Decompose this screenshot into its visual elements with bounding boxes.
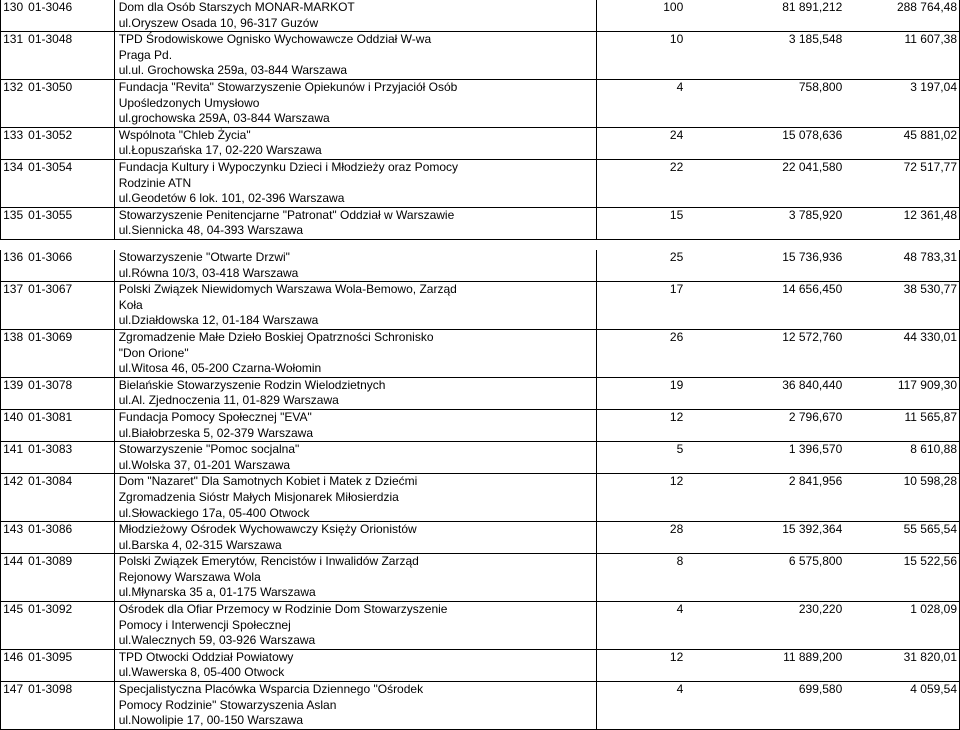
row-name-address (114, 32, 596, 80)
row-code: 01-3069 (25, 329, 114, 377)
row-amount-1: 230,220 (689, 602, 846, 650)
row-number: 137 (1, 282, 26, 330)
table-row (1, 32, 960, 80)
name-address-line: ul.Równa 10/3, 03-418 Warszawa (118, 265, 299, 280)
row-number: 134 (1, 159, 26, 207)
row-name-address (114, 682, 596, 730)
row-code: 01-3092 (25, 602, 114, 650)
row-amount-2: 55 565,54 (846, 522, 959, 554)
name-address-line: Praga Pd. (118, 47, 173, 62)
row-amount-2: 48 783,31 (846, 250, 959, 282)
name-address-line: Pomocy i Interwencji Społecznej (118, 617, 291, 632)
name-address-line: Wspólnota "Chleb Życia" (118, 127, 251, 142)
name-address-line: ul.Działdowska 12, 01-184 Warszawa (118, 313, 319, 328)
name-address-line: Polski Związek Niewidomych Warszawa Wola-Bemowo, Zarząd (118, 282, 457, 297)
name-address-line: Stowarzyszenie "Otwarte Drzwi" (118, 250, 290, 264)
row-code: 01-3050 (25, 79, 114, 127)
row-code: 01-3067 (25, 282, 114, 330)
row-name-address (114, 474, 596, 522)
row-number: 139 (1, 377, 26, 409)
name-address-line: Fundacja Pomocy Społecznej "EVA" (118, 409, 312, 424)
name-address-line: Bielańskie Stowarzyszenie Rodzin Wielodzietnych (118, 377, 386, 392)
table-row (1, 250, 960, 282)
table-row (1, 159, 960, 207)
name-address-line: ul.Al. Zjednoczenia 11, 01-829 Warszawa (118, 393, 339, 408)
table-row (1, 377, 960, 409)
row-name-address (114, 159, 596, 207)
name-address-line: Polski Związek Emerytów, Rencistów i Inwalidów Zarząd (118, 554, 419, 569)
name-address-line: Rodzinie ATN (118, 175, 192, 190)
name-address-line: ul.Wolska 37, 01-201 Warszawa (118, 457, 291, 472)
table-row (1, 127, 960, 159)
row-amount-1: 14 656,450 (689, 282, 846, 330)
row-amount-2: 72 517,77 (846, 159, 959, 207)
row-count: 19 (596, 377, 689, 409)
name-address-line: ul.Geodetów 6 lok. 101, 02-396 Warszawa (118, 191, 345, 206)
name-address-line: "Don Orione" (118, 345, 189, 360)
table-row (1, 474, 960, 522)
name-address-line: TPD Środowiskowe Ognisko Wychowawcze Oddział W-wa (118, 32, 432, 47)
name-address-line: ul.Walecznych 59, 03-926 Warszawa (118, 633, 316, 648)
row-code: 01-3046 (25, 0, 114, 32)
name-address-line: Dom dla Osób Starszych MONAR-MARKOT (118, 0, 355, 14)
row-amount-1: 36 840,440 (689, 377, 846, 409)
row-count: 12 (596, 649, 689, 681)
row-amount-2: 31 820,01 (846, 649, 959, 681)
row-amount-2: 1 028,09 (846, 602, 959, 650)
name-address-line: Specjalistyczna Placówka Wsparcia Dziennego "Ośrodek (118, 682, 424, 697)
row-name-address (114, 0, 596, 32)
row-amount-2: 11 607,38 (846, 32, 959, 80)
row-number: 136 (1, 250, 26, 282)
row-amount-1: 15 392,364 (689, 522, 846, 554)
records-table-1 (0, 0, 960, 240)
name-address-line: ul.Wawerska 8, 05-400 Otwock (118, 665, 285, 680)
row-count: 4 (596, 79, 689, 127)
name-address-line: ul.Oryszew Osada 10, 96-317 Guzów (118, 15, 319, 30)
row-number: 147 (1, 682, 26, 730)
row-amount-2: 4 059,54 (846, 682, 959, 730)
records-table-2-body (1, 250, 960, 729)
table-row (1, 649, 960, 681)
row-amount-2: 3 197,04 (846, 79, 959, 127)
name-address-line: ul.ul. Grochowska 259a, 03-844 Warszawa (118, 63, 348, 78)
row-amount-1: 758,800 (689, 79, 846, 127)
name-address-line: Stowarzyszenie "Pomoc socjalna" (118, 442, 300, 457)
name-address-line: Fundacja "Revita" Stowarzyszenie Opiekunów i Przyjaciół Osób (118, 79, 458, 94)
row-amount-1: 15 078,636 (689, 127, 846, 159)
row-code: 01-3048 (25, 32, 114, 80)
name-address-line: ul.Łopuszańska 17, 02-220 Warszawa (118, 143, 322, 158)
row-count: 12 (596, 474, 689, 522)
row-code: 01-3098 (25, 682, 114, 730)
row-number: 135 (1, 207, 26, 239)
row-amount-2: 45 881,02 (846, 127, 959, 159)
row-amount-1: 12 572,760 (689, 329, 846, 377)
table-row (1, 409, 960, 441)
row-code: 01-3066 (25, 250, 114, 282)
table-row (1, 522, 960, 554)
row-number: 131 (1, 32, 26, 80)
row-amount-2: 15 522,56 (846, 554, 959, 602)
name-address-line: ul.Witosa 46, 05-200 Czarna-Wołomin (118, 361, 322, 376)
row-code: 01-3086 (25, 522, 114, 554)
name-address-line: ul.Słowackiego 17a, 05-400 Otwock (118, 505, 310, 520)
name-address-line: Zgromadzenie Małe Dzieło Boskiej Opatrzności Schronisko (118, 329, 434, 344)
row-number: 145 (1, 602, 26, 650)
table-row (1, 442, 960, 474)
row-name-address (114, 282, 596, 330)
table-row (1, 207, 960, 239)
name-address-line: Koła (118, 297, 143, 312)
name-address-line: ul.Białobrzeska 5, 02-379 Warszawa (118, 425, 314, 440)
row-amount-1: 699,580 (689, 682, 846, 730)
row-amount-2: 8 610,88 (846, 442, 959, 474)
name-address-line: Młodzieżowy Ośrodek Wychowawczy Księży Orionistów (118, 522, 417, 537)
row-code: 01-3078 (25, 377, 114, 409)
row-amount-2: 288 764,48 (846, 0, 959, 32)
table-row (1, 329, 960, 377)
name-address-line: ul.Barska 4, 02-315 Warszawa (118, 537, 282, 552)
row-count: 22 (596, 159, 689, 207)
row-number: 142 (1, 474, 26, 522)
row-number: 144 (1, 554, 26, 602)
row-number: 138 (1, 329, 26, 377)
row-count: 28 (596, 522, 689, 554)
row-count: 4 (596, 602, 689, 650)
name-address-line: Fundacja Kultury i Wypoczynku Dzieci i Młodzieży oraz Pomocy (118, 159, 459, 174)
row-amount-1: 11 889,200 (689, 649, 846, 681)
row-code: 01-3055 (25, 207, 114, 239)
name-address-line: Upośledzonych Umysłowo (118, 95, 260, 110)
row-amount-2: 117 909,30 (846, 377, 959, 409)
records-table-2 (0, 250, 960, 730)
row-amount-1: 22 041,580 (689, 159, 846, 207)
row-code: 01-3095 (25, 649, 114, 681)
row-count: 12 (596, 409, 689, 441)
table-row (1, 602, 960, 650)
row-number: 146 (1, 649, 26, 681)
row-code: 01-3083 (25, 442, 114, 474)
table-row (1, 79, 960, 127)
row-name-address (114, 522, 596, 554)
row-name-address (114, 250, 596, 282)
row-code: 01-3081 (25, 409, 114, 441)
row-amount-1: 3 785,920 (689, 207, 846, 239)
name-address-line: Stowarzyszenie Penitencjarne "Patronat" Oddział w Warszawie (118, 207, 455, 222)
row-name-address (114, 409, 596, 441)
table-row (1, 682, 960, 730)
row-amount-2: 11 565,87 (846, 409, 959, 441)
row-count: 4 (596, 682, 689, 730)
row-count: 26 (596, 329, 689, 377)
row-name-address (114, 207, 596, 239)
name-address-line: Pomocy Rodzinie" Stowarzyszenia Aslan (118, 697, 337, 712)
row-count: 10 (596, 32, 689, 80)
row-count: 5 (596, 442, 689, 474)
row-number: 133 (1, 127, 26, 159)
row-name-address (114, 79, 596, 127)
table-row (1, 554, 960, 602)
name-address-line: ul.Siennicka 48, 04-393 Warszawa (118, 223, 304, 238)
name-address-line: ul.Młynarska 35 a, 01-175 Warszawa (118, 585, 316, 600)
name-address-line: TPD Otwocki Oddział Powiatowy (118, 649, 294, 664)
name-address-line: Zgromadzenia Sióstr Małych Misjonarek Miłosierdzia (118, 489, 399, 504)
row-count: 15 (596, 207, 689, 239)
row-count: 17 (596, 282, 689, 330)
name-address-line: ul.grochowska 259A, 03-844 Warszawa (118, 111, 330, 126)
row-name-address (114, 127, 596, 159)
row-count: 25 (596, 250, 689, 282)
row-amount-1: 3 185,548 (689, 32, 846, 80)
row-name-address (114, 649, 596, 681)
table-row (1, 282, 960, 330)
row-amount-2: 44 330,01 (846, 329, 959, 377)
row-number: 143 (1, 522, 26, 554)
row-number: 132 (1, 79, 26, 127)
row-code: 01-3089 (25, 554, 114, 602)
name-address-line: Ośrodek dla Ofiar Przemocy w Rodzinie Dom Stowarzyszenie (118, 602, 448, 617)
row-amount-2: 38 530,77 (846, 282, 959, 330)
row-name-address (114, 442, 596, 474)
row-name-address (114, 329, 596, 377)
name-address-line: Rejonowy Warszawa Wola (118, 569, 261, 584)
row-count: 8 (596, 554, 689, 602)
row-name-address (114, 377, 596, 409)
row-number: 140 (1, 409, 26, 441)
name-address-line: Dom "Nazaret" Dla Samotnych Kobiet i Matek z Dziećmi (118, 474, 418, 489)
row-code: 01-3084 (25, 474, 114, 522)
row-number: 130 (1, 0, 26, 32)
row-amount-1: 2 841,956 (689, 474, 846, 522)
name-address-line: ul.Nowolipie 17, 00-150 Warszawa (118, 713, 303, 728)
row-name-address (114, 602, 596, 650)
row-amount-1: 81 891,212 (689, 0, 846, 32)
row-code: 01-3054 (25, 159, 114, 207)
row-amount-1: 15 736,936 (689, 250, 846, 282)
records-table-1-body (1, 0, 960, 239)
row-number: 141 (1, 442, 26, 474)
row-amount-2: 10 598,28 (846, 474, 959, 522)
row-amount-1: 6 575,800 (689, 554, 846, 602)
row-amount-1: 1 396,570 (689, 442, 846, 474)
table-row (1, 0, 960, 32)
row-count: 100 (596, 0, 689, 32)
row-count: 24 (596, 127, 689, 159)
row-amount-1: 2 796,670 (689, 409, 846, 441)
row-code: 01-3052 (25, 127, 114, 159)
row-amount-2: 12 361,48 (846, 207, 959, 239)
row-name-address (114, 554, 596, 602)
